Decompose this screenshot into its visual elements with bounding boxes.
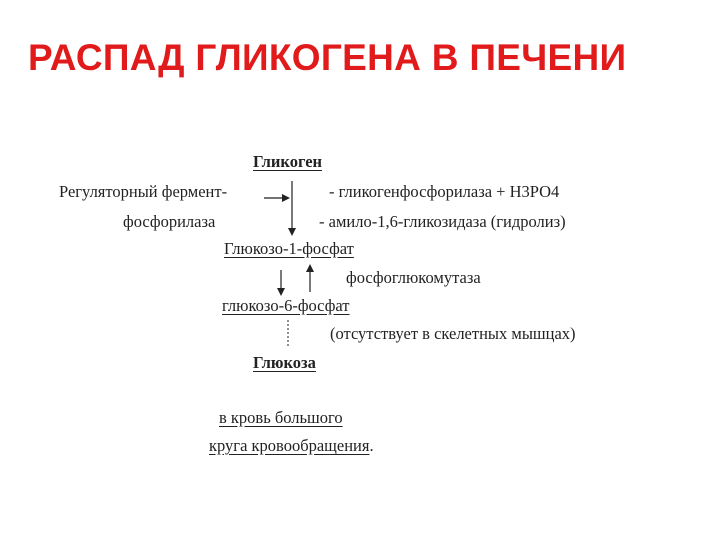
phosphorylase-label: фосфорилаза bbox=[123, 212, 216, 231]
glycogen-phosphorylase-label: - гликогенфосфорилаза + Н3РО4 bbox=[329, 182, 560, 201]
glucose-1-phosphate-label: Глюкозо-1-фосфат bbox=[224, 239, 354, 258]
blood-destination-line1: в кровь большого bbox=[219, 408, 343, 427]
blood-destination-line2-text: круга кровообращения bbox=[209, 436, 370, 455]
glucose-6-phosphate-label: глюкозо-6-фосфат bbox=[222, 296, 350, 315]
blood-destination-line2 bbox=[209, 436, 374, 456]
skeletal-muscle-note: (отсутствует в скелетных мышцах) bbox=[330, 324, 576, 343]
regulatory-enzyme-label: Регуляторный фермент- bbox=[59, 182, 228, 201]
phosphoglucomutase-label: фосфоглюкомутаза bbox=[346, 268, 481, 287]
slide-title: РАСПАД ГЛИКОГЕНА В ПЕЧЕНИ bbox=[28, 37, 627, 78]
blood-destination-period: . bbox=[369, 436, 374, 455]
amylo-glucosidase-label: - амило-1,6-гликозидаза (гидролиз) bbox=[319, 212, 566, 231]
glucose-label: Глюкоза bbox=[253, 353, 316, 372]
glycogen-label: Гликоген bbox=[253, 152, 323, 171]
